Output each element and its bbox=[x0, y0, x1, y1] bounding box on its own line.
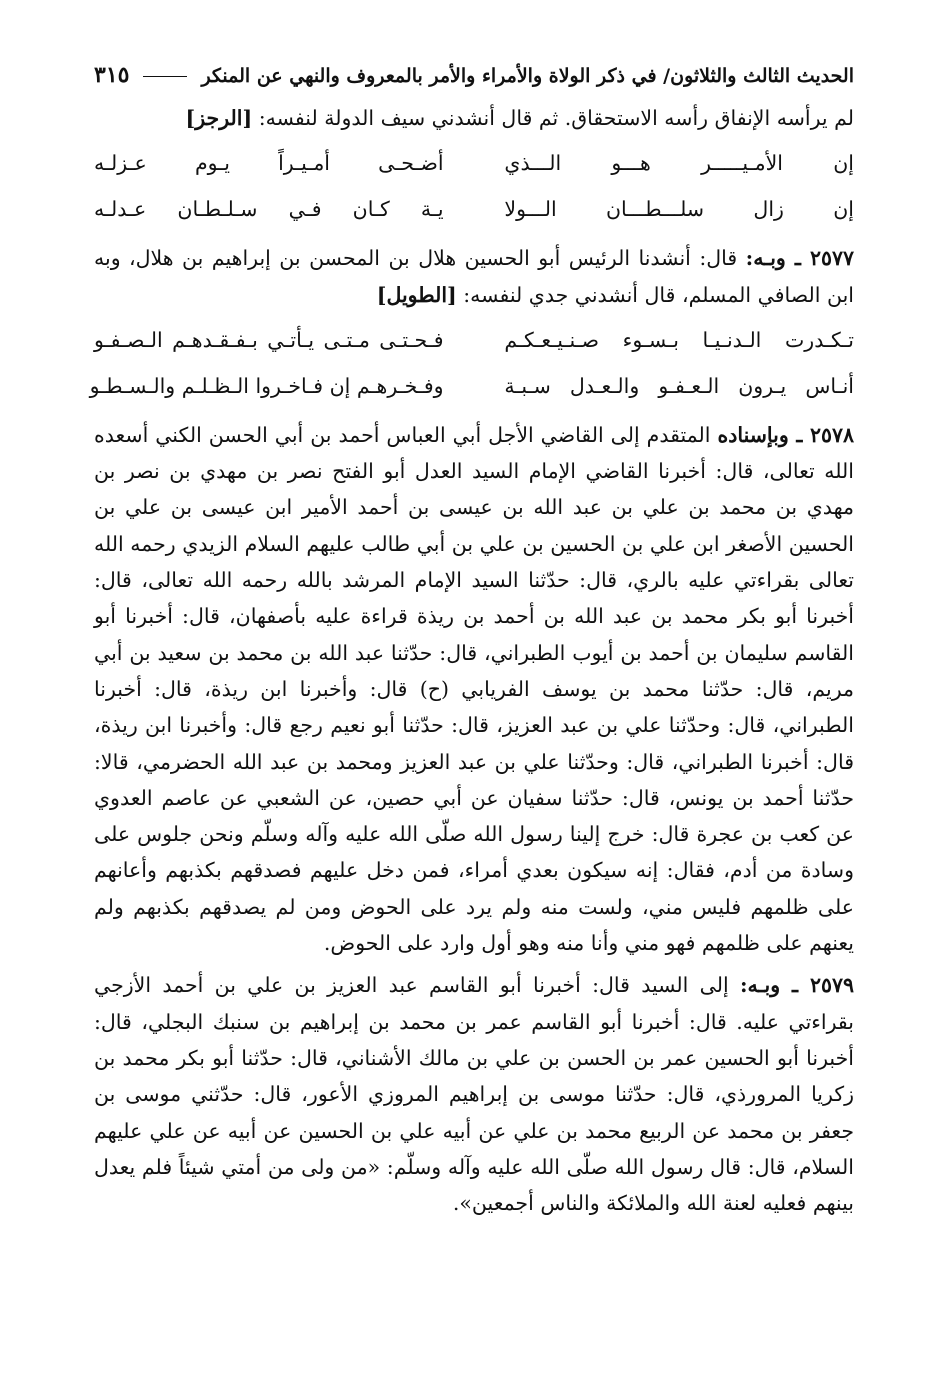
verse-first-hemistich: تـكـدرت الـدنـيـا بـسـوء صـنـيـعـكـم bbox=[504, 327, 854, 352]
hadith-text: قال: أنشدنا الرئيس أبو الحسين هلال بن المحسن بن إبراهيم بن هلال، وبه ابن الصافي المسلم، قال أنشدني جدي لنفسه: bbox=[94, 246, 854, 307]
poetic-meter-label: [الرجز] bbox=[185, 106, 253, 130]
verse-line bbox=[94, 317, 854, 363]
verse-line bbox=[94, 140, 854, 186]
poem-2 bbox=[89, 317, 854, 409]
running-header bbox=[94, 62, 854, 100]
page-number: ٣١٥ bbox=[94, 62, 130, 88]
verse-second-hemistich: أضـحـى أمـيـراً يـوم عـزلـه bbox=[94, 151, 444, 176]
header-rule bbox=[143, 76, 187, 77]
verse-first-hemistich: إن الأمـيـــــر هـــو الـــذي bbox=[504, 151, 854, 176]
hadith-2577 bbox=[94, 240, 854, 313]
verse-first-hemistich: أنـاس يـرون الـعـفـو والـعـدل سـبـة bbox=[504, 373, 854, 398]
hadith-number: ٢٥٧٧ ـ وبـه: bbox=[745, 246, 854, 271]
hadith-number: ٢٥٧٨ ـ وبإسناده bbox=[717, 422, 855, 447]
hadith-number: ٢٥٧٩ ـ وبـه: bbox=[739, 973, 854, 998]
hadith-text: إلى السيد قال: أخبرنا أبو القاسم عبد العزيز بن علي بن أحمد الأزجي بقراءتي عليه. قال: أخبرنا أبو القاسم عمر بن محمد بن إبراهيم بن سنبك البجلي، قال: أخبرنا أبو الحسين عمر بن الحسن بن علي بن مالك الأشناني، قال: حدّثنا أبو بكر محمد بن زكريا المرورذي، قال: حدّثنا موسى بن إبراهيم المروزي الأعور، قال: حدّثني موسى بن جعفر بن محمد عن الربيع محمد بن علي عن أبيه علي بن الحسين عن أبيه عن علي عليهم السلام، قال: قال رسول الله صلّى الله عليه وآله وسلّم: «من ولى من أمتي شيئاً فلم يعدل بينهم فعليه لعنة الله والملائكة والناس أجمعين». bbox=[94, 973, 854, 1216]
hadith-text: المتقدم إلى القاضي الأجل أبي العباس أحمد بن أبي الحسن الكني أسعده الله تعالى، قال: أخبرنا القاضي الإمام السيد العدل أبو الفتح نصر بن مهدي بن نصر بن مهدي بن محمد بن علي بن عبد الله بن عيسى بن أحمد الأمير ابن عيسى بن علي بن الحسين الأصغر ابن علي بن الحسين بن علي بن أبي طالب عليهم السلام الزيدي رحمه الله تعالى بقراءتي عليه بالري، قال: حدّثنا السيد الإمام المرشد بالله رحمه الله تعالى، قال: أخبرنا أبو بكر محمد بن عبد الله بن أحمد بن ريذة قراءة عليه بأصفهان، قال: أخبرنا أبو القاسم سليمان بن أحمد بن أيوب الطبراني، قال: حدّثنا عبد الله بن محمد بن سعيد بن أبي مريم، قال: حدّثنا محمد بن يوسف الفريابي (ح) قال: وأخبرنا ابن ريذة، قال: أخبرنا الطبراني، قال: وحدّثنا علي بن عبد العزيز، قال: حدّثنا أبو نعيم رجع قال: وأخبرنا ابن ريذة، قال: أخبرنا الطبراني، قال: وحدّثنا علي بن عبد العزيز ومحمد بن عبد الله الحضرمي، قالا: حدّثنا أحمد بن يونس، قال: حدّثنا سفيان عن أبي حصين، عن الشعبي عن عاصم العدوي عن كعب بن عجرة قال: خرج إلينا رسول الله صلّى الله عليه وآله وسلّم ونحن جلوس على وسادة من أدم، فقال: إنه سيكون بعدي أمراء، فمن دخل عليهم فصدقهم بكذبهم وأعانهم على ظلمهم فليس مني، ولست منه ولم يرد على الحوض ومن لم يصدقهم بكذبهم ولم يعنهم على ظلمهم فهو مني وأنا منه وهو أول وارد على الحوض. bbox=[94, 422, 854, 956]
verse-first-hemistich: إن زال سلـــطـــان الـــولا bbox=[504, 197, 854, 222]
poem-1 bbox=[94, 140, 854, 232]
poetic-meter-label: [الطويل] bbox=[376, 282, 457, 307]
verse-second-hemistich: وفـخـرهـم إن فـاخـروا الـظـلـم والـسـطـو bbox=[89, 373, 444, 398]
verse-line bbox=[94, 186, 854, 232]
verse-line bbox=[89, 363, 854, 409]
paragraph-continuation bbox=[94, 100, 854, 136]
hadith-2579 bbox=[94, 967, 854, 1221]
verse-second-hemistich: فـحـتـى مـتـى يـأتـي بـفـقـدهـم الـصـفـو bbox=[94, 327, 444, 352]
page-body bbox=[89, 100, 855, 1221]
verse-second-hemistich: يـة كـان فـي سـلـطـان عـدلـه bbox=[94, 197, 444, 222]
paragraph-text: لم يرأسه الإنفاق رأسه الاستحقاق. ثم قال أنشدني سيف الدولة لنفسه: bbox=[258, 106, 854, 130]
header-title: الحديث الثالث والثلاثون/ في ذكر الولاة والأمراء والأمر بالمعروف والنهي عن المنكر bbox=[201, 65, 854, 87]
hadith-2578 bbox=[94, 417, 854, 961]
